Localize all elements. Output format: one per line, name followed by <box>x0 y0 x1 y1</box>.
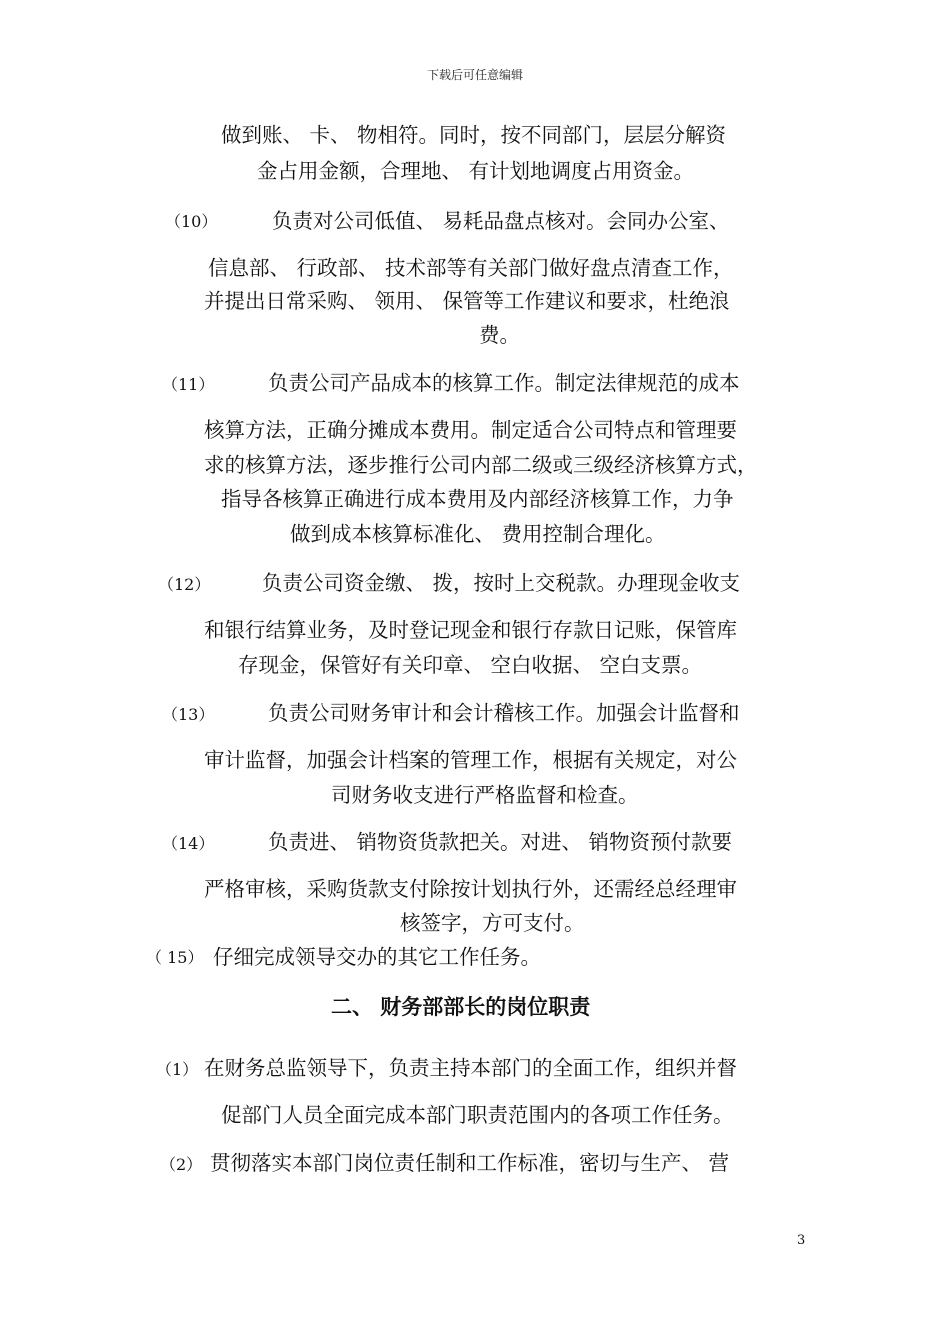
text-line: 和银行结算业务，及时登记现金和银行存款日记账，保管库 <box>204 618 737 642</box>
text-line: 司财务收支进行严格监督和检查。 <box>331 783 639 807</box>
text-line: 负责对公司低值、 易耗品盘点核对。会同办公室、 <box>272 209 730 233</box>
item-number: （12） <box>158 575 211 594</box>
item-number: （10） <box>165 212 218 231</box>
section-heading: 二、 财务部部长的岗位职责 <box>331 995 591 1019</box>
text-line: 指导各核算正确进行成本费用及内部经济核算工作，力争 <box>221 487 734 511</box>
item-number: （ 15） <box>146 948 204 967</box>
text-line: 贯彻落实本部门岗位责任制和工作标准，密切与生产、 营 <box>210 1151 730 1175</box>
text-line: 促部门人员全面完成本部门职责范围内的各项工作任务。 <box>221 1103 734 1127</box>
text-line: 负责公司产品成本的核算工作。制定法律规范的成本 <box>268 371 740 395</box>
item-number: （11） <box>162 375 215 394</box>
text-line: 负责进、 销物资货款把关。对进、 销物资预付款要 <box>268 830 733 854</box>
text-line: 核签字，方可支付。 <box>400 911 585 935</box>
item-number: （1） <box>156 1060 199 1079</box>
text-line: 存现金，保管好有关印章、 空白收据、 空白支票。 <box>238 653 703 677</box>
text-line: 费。 <box>479 323 520 347</box>
item-number: （2） <box>160 1155 203 1174</box>
text-line: 核算方法，正确分摊成本费用。制定适合公司特点和管理要 <box>204 418 737 442</box>
text-line: 求的核算方法，逐步推行公司内部二级或三级经济核算方式， <box>204 453 758 477</box>
text-line: 严格审核，采购货款支付除按计划执行外，还需经总经理审 <box>204 877 737 901</box>
text-line: 并提出日常采购、 领用、 保管等工作建议和要求，杜绝浪 <box>204 289 730 313</box>
page-header: 下载后可任意编辑 <box>426 68 523 82</box>
text-line: 审计监督，加强会计档案的管理工作，根据有关规定，对公 <box>204 748 737 772</box>
text-line: 负责公司财务审计和会计稽核工作。加强会计监督和 <box>268 701 740 725</box>
text-line: 做到账、 卡、 物相符。同时，按不同部门，层层分解资 <box>221 123 727 147</box>
text-line: 金占用金额，合理地、 有计划地调度占用资金。 <box>257 159 695 183</box>
text-line: 负责公司资金缴、 拨，按时上交税款。办理现金收支 <box>262 571 741 595</box>
text-line: 仔细完成领导交办的其它工作任务。 <box>213 945 541 969</box>
text-line: 信息部、 行政部、 技术部等有关部门做好盘点清查工作， <box>208 256 734 280</box>
text-line: 在财务总监领导下，负责主持本部门的全面工作，组织并督 <box>204 1056 737 1080</box>
item-number: （13） <box>162 705 215 724</box>
text-line: 做到成本核算标准化、 费用控制合理化。 <box>290 522 666 546</box>
item-number: （14） <box>162 834 215 853</box>
page-number: 3 <box>797 1233 806 1248</box>
